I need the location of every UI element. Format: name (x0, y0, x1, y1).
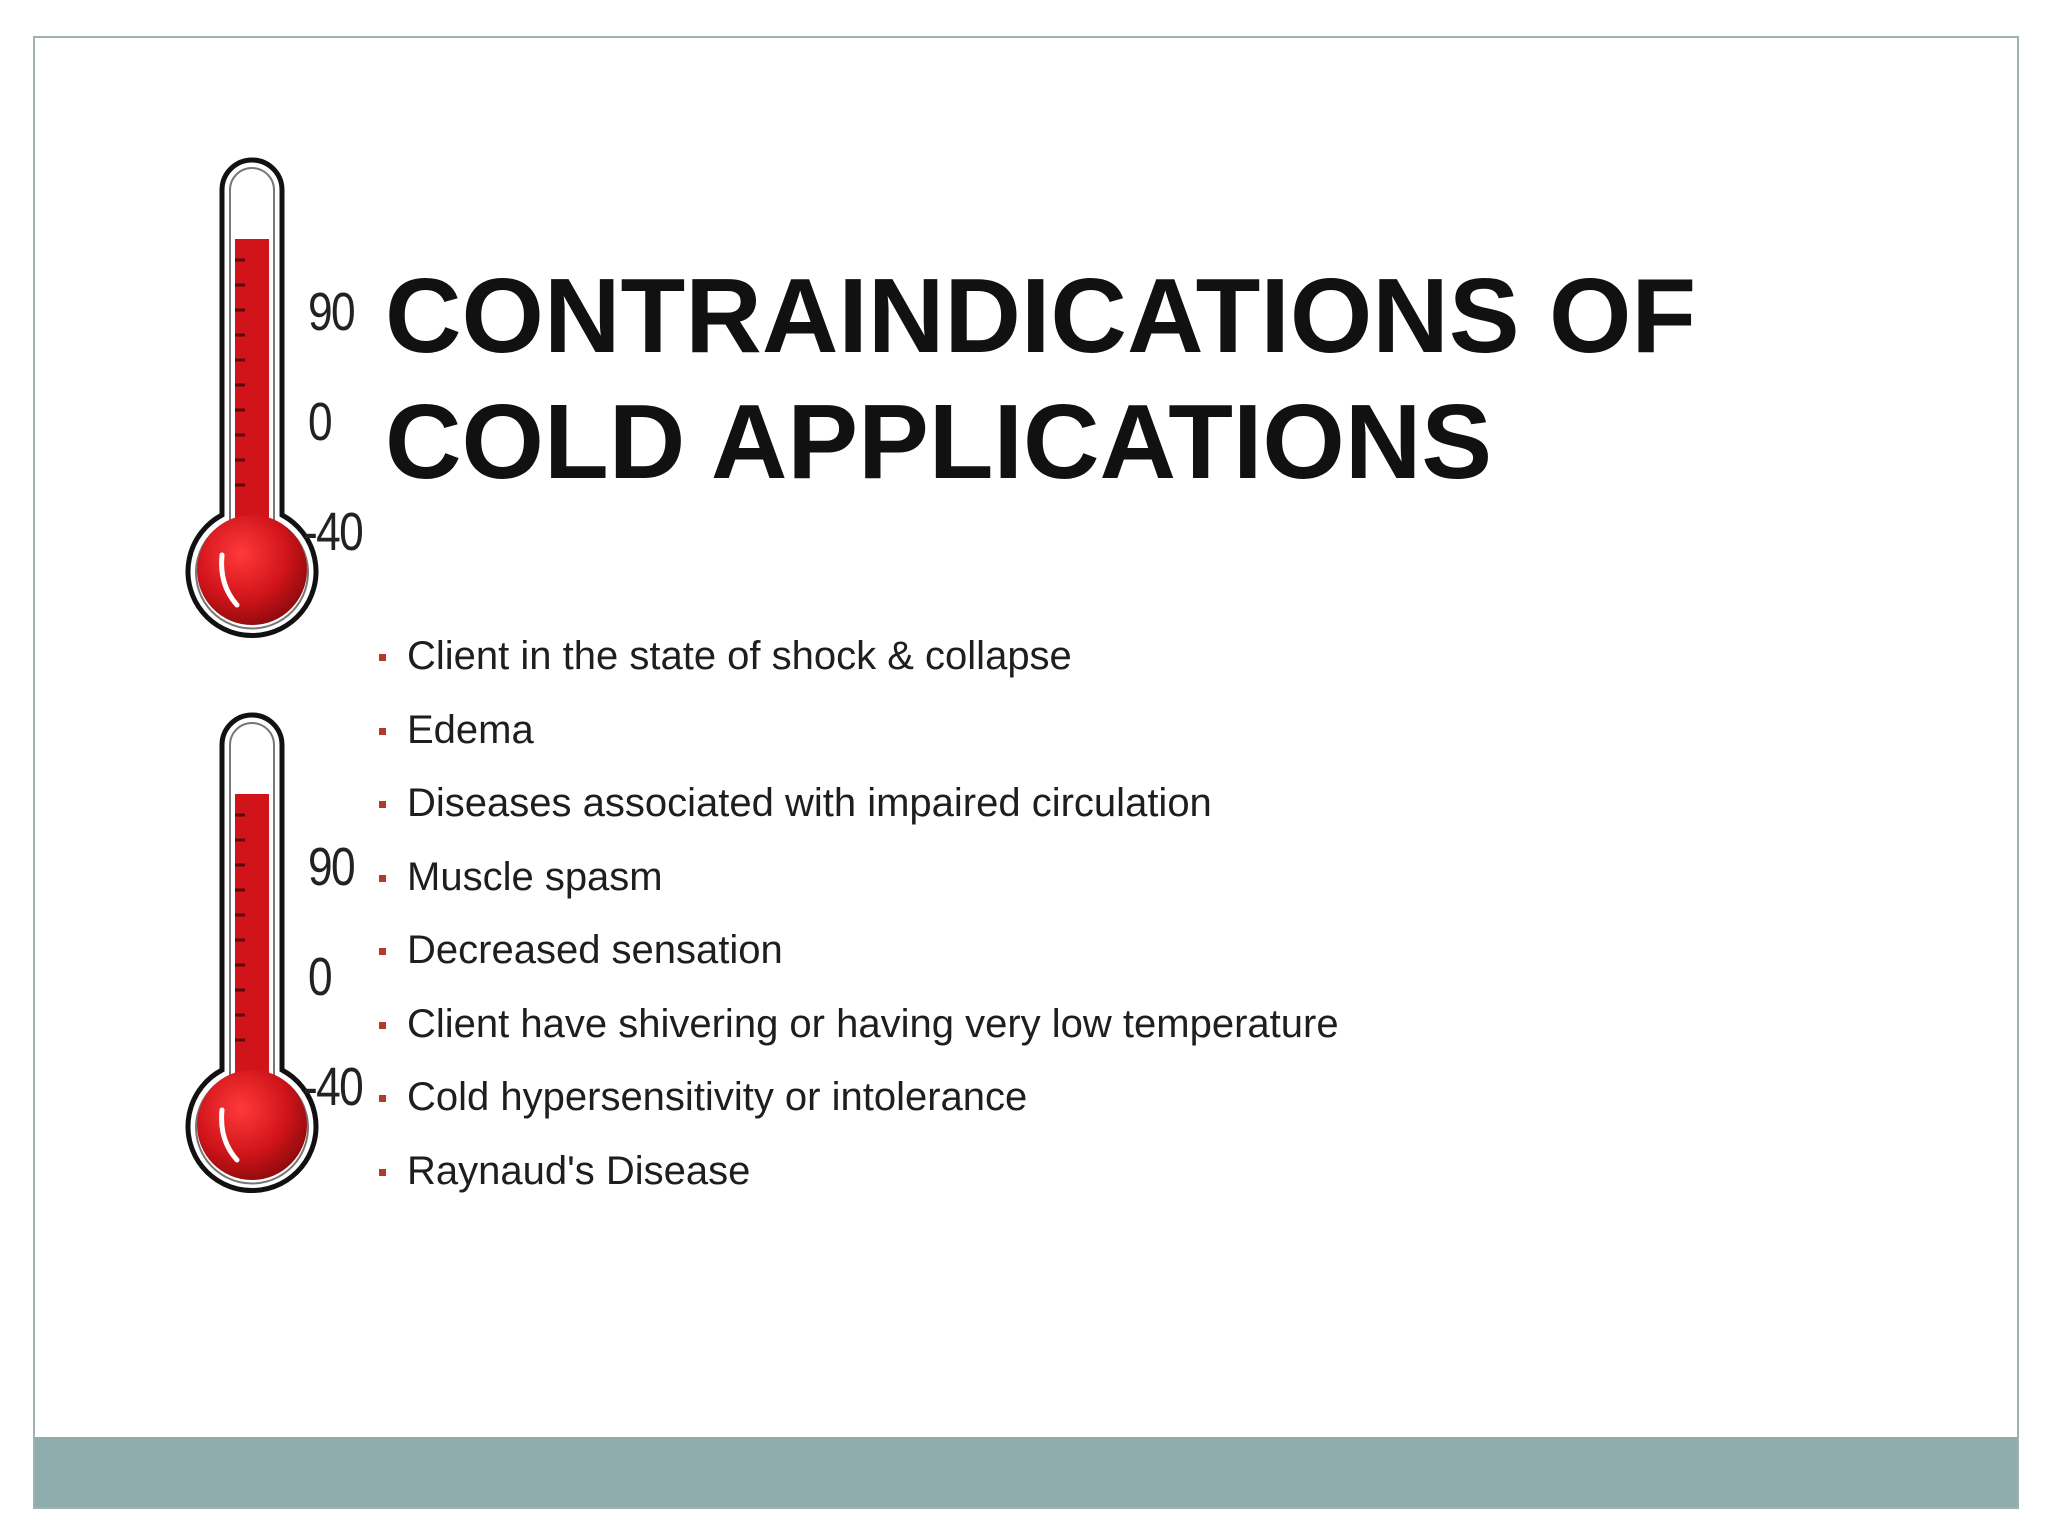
thermometer-icon (167, 155, 363, 690)
thermometer-icon (167, 710, 363, 1245)
list-item-text: Raynaud's Disease (407, 1148, 751, 1193)
bullet-icon (379, 875, 386, 882)
bullet-icon (379, 654, 386, 661)
bullet-icon (379, 728, 386, 735)
list-item-text: Decreased sensation (407, 928, 783, 972)
list-item-text: Cold hypersensitivity or intolerance (407, 1075, 1028, 1119)
thermometer-scale-label: 0 (308, 947, 331, 1007)
bullet-icon (379, 1095, 386, 1102)
list-item-text: Diseases associated with impaired circulation (407, 781, 1212, 825)
thermometer-scale-label: -40 (303, 502, 363, 562)
list-item (375, 708, 1339, 782)
thermometer-scale-label: 0 (308, 392, 331, 452)
slide-title-line: COLD APPLICATIONS (385, 383, 1493, 501)
footer-band (35, 1437, 2017, 1507)
contraindications-list (375, 634, 1339, 1222)
slide-title (385, 253, 1696, 505)
bullet-icon (379, 1169, 386, 1176)
bullet-icon (379, 948, 386, 955)
list-item (375, 634, 1339, 708)
slide (33, 36, 2019, 1509)
list-item-text: Edema (407, 707, 534, 752)
list-item (375, 1002, 1339, 1076)
thermometer-scale-label: 90 (308, 837, 354, 897)
list-item-text: Muscle spasm (407, 854, 663, 899)
thermometer-scale-label: -40 (303, 1057, 363, 1117)
bullet-icon (379, 801, 386, 808)
list-item (375, 781, 1339, 855)
slide-title-line: CONTRAINDICATIONS OF (385, 257, 1697, 375)
list-item (375, 928, 1339, 1002)
list-item (375, 855, 1339, 929)
list-item (375, 1075, 1339, 1149)
list-item-text: Client have shivering or having very low temperature (407, 1001, 1339, 1046)
list-item-text: Client in the state of shock & collapse (407, 634, 1072, 678)
thermometer-scale-label: 90 (308, 282, 354, 342)
bullet-icon (379, 1022, 386, 1029)
list-item (375, 1149, 1339, 1223)
